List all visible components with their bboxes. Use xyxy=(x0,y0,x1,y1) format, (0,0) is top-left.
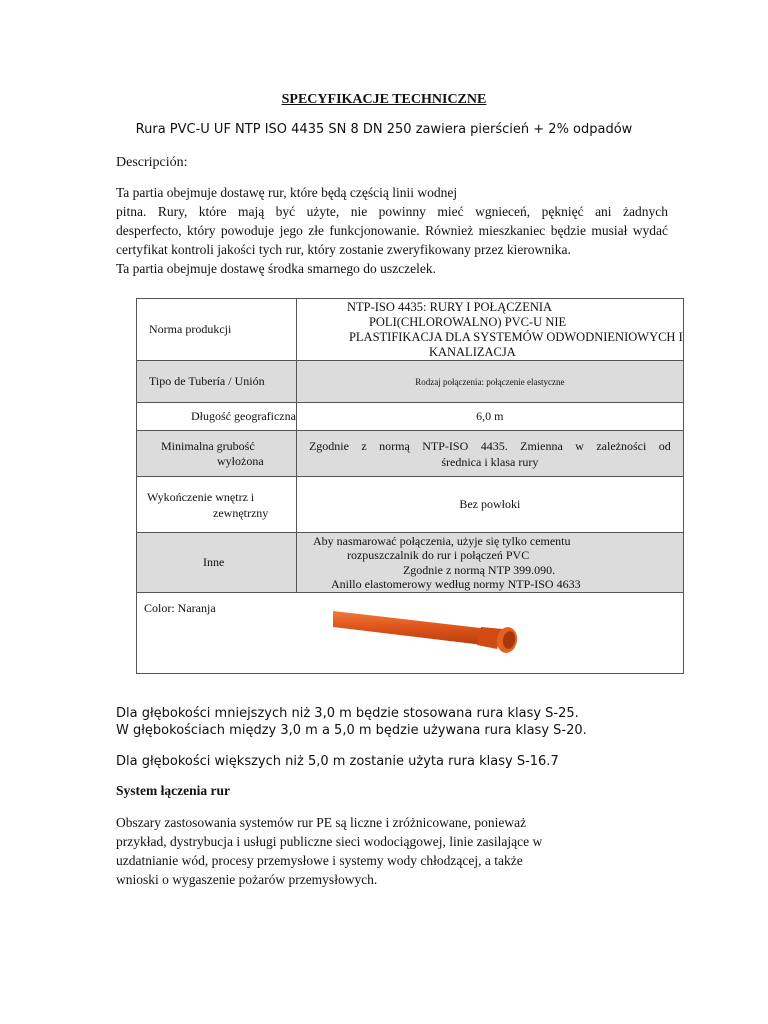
wykonczenie-label-line: Wykończenie wnętrz i xyxy=(147,489,255,504)
wykonczenie-label-cell xyxy=(137,477,297,533)
system-line: wnioski o wygaszenie pożarów przemysłowych. xyxy=(116,872,378,887)
tipo-value-cell xyxy=(296,361,683,403)
table-row xyxy=(137,431,684,477)
tipo-label: Tipo de Tubería / Unión xyxy=(149,374,265,388)
grubosc-value-cell xyxy=(296,431,683,477)
table-row xyxy=(137,593,684,674)
norma-value-line: KANALIZACJA xyxy=(428,344,516,359)
norma-value-line: POLI(CHLOROWALNO) PVC-U NIE xyxy=(368,314,567,329)
table-row xyxy=(137,403,684,431)
grubosc-label-line: wyłożona xyxy=(217,453,264,468)
tipo-label-cell xyxy=(137,361,297,403)
grubosc-value-line: średnica i klasa rury xyxy=(441,454,539,469)
document-title: SPECYFIKACJE TECHNICZNE xyxy=(281,92,487,107)
table-row xyxy=(137,361,684,403)
inne-value-cell xyxy=(296,533,683,593)
dlugosc-label-cell xyxy=(137,403,297,431)
table-row xyxy=(137,299,684,361)
inne-value-line: rozpuszczalnik do rur i połączeń PVC xyxy=(346,548,530,562)
system-line: przykład, dystrybucja i usługi publiczne sieci wodociągowej, linie zasilające w xyxy=(116,834,543,849)
grubosc-label-cell xyxy=(137,431,297,477)
table-row xyxy=(137,477,684,533)
inne-value-line: Zgodnie z normą NTP 399.090. xyxy=(402,562,556,577)
system-paragraph xyxy=(116,813,676,889)
tipo-value: Rodzaj połączenia: połączenie elastyczne xyxy=(415,376,565,387)
norma-value-line: NTP-ISO 4435: RURY I POŁĄCZENIA xyxy=(346,299,553,314)
system-line: uzdatnianie wód, procesy przemysłowe i systemy wody chłodzącej, a także xyxy=(116,853,523,868)
norma-label: Norma produkcji xyxy=(149,322,232,336)
norma-label-cell xyxy=(137,299,297,361)
dlugosc-value: 6,0 m xyxy=(476,409,504,423)
class-line: Dla głębokości większych niż 5,0 m zostanie użyta rura klasy S-16.7 xyxy=(116,754,559,769)
class-line: Dla głębokości mniejszych niż 3,0 m będzie stosowana rura klasy S-25. xyxy=(116,706,579,721)
dlugosc-label: Długość geograficzna xyxy=(191,409,296,423)
intro-line: Ta partia obejmuje dostawę środka smarnego do uszczelek. xyxy=(116,261,436,276)
inne-value-line: Anillo elastomerowy według normy NTP-ISO 4633 xyxy=(330,577,581,591)
intro-line: desperfecto, który powoduje jego złe funkcjonowanie. Również mieszkaniec będzie musiał wydać xyxy=(116,223,668,238)
color-cell xyxy=(137,593,684,674)
dlugosc-value-cell xyxy=(296,403,683,431)
wykonczenie-label-line: zewnętrzny xyxy=(213,505,269,520)
intro-paragraph xyxy=(116,183,668,278)
inne-value-line: Aby nasmarować połączenia, użyje się tylko cementu xyxy=(312,533,571,548)
norma-value-line: PLASTIFIKACJA DLA SYSTEMÓW ODWODNIENIOWYCH I xyxy=(348,329,683,344)
norma-value-cell xyxy=(296,299,683,361)
intro-line: pitna. Rury, które mają być użyte, nie powinny mieć wgnieceń, pęknięć ani żadnych xyxy=(116,204,668,219)
intro-line: Ta partia obejmuje dostawę rur, które będą częścią linii wodnej xyxy=(116,185,458,200)
document-subtitle: Rura PVC-U UF NTP ISO 4435 SN 8 DN 250 zawiera pierścień + 2% odpadów xyxy=(135,122,633,137)
table-row xyxy=(137,533,684,593)
intro-line: certyfikat kontroli jakości tych rur, który zostanie zweryfikowany przez kierownika. xyxy=(116,242,571,257)
spec-table xyxy=(136,298,684,674)
wykonczenie-value-cell xyxy=(296,477,683,533)
wykonczenie-value: Bez powłoki xyxy=(459,497,521,511)
grubosc-value-line: Zgodnie z normą NTP-ISO 4435. Zmienna w zależności od xyxy=(308,438,671,453)
system-line: Obszary zastosowania systemów rur PE są liczne i zróżnicowane, ponieważ xyxy=(116,815,527,830)
system-heading: System łączenia rur xyxy=(116,783,230,798)
class-line: W głębokościach między 3,0 m a 5,0 m będzie używana rura klasy S-20. xyxy=(116,723,587,738)
description-label: Descripción: xyxy=(116,155,188,170)
inne-label-cell xyxy=(137,533,297,593)
orange-pipe-icon xyxy=(331,605,521,659)
grubosc-label-line: Minimalna grubość xyxy=(161,438,255,453)
color-label: Color: Naranja xyxy=(144,601,216,615)
inne-label: Inne xyxy=(203,555,225,569)
